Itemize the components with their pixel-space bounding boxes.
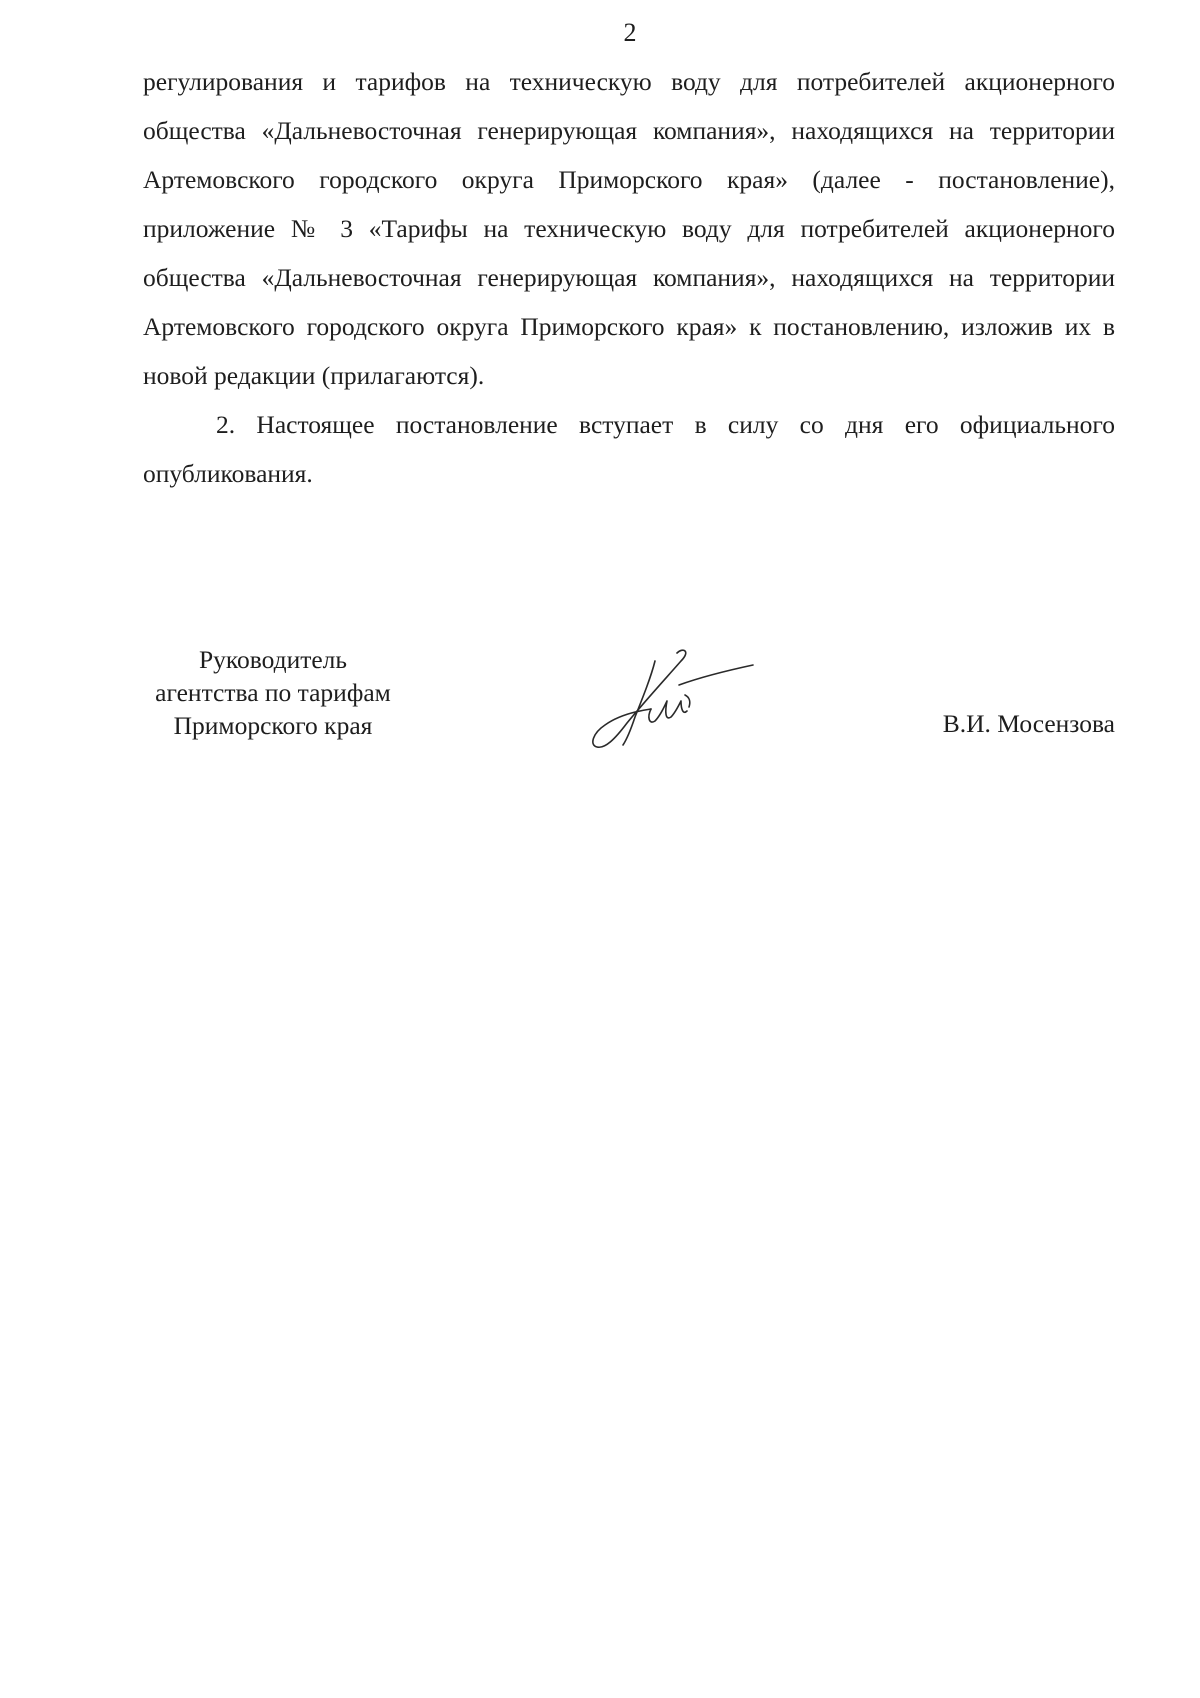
- handwritten-signature: [585, 645, 760, 755]
- signer-name: В.И. Мосензова: [942, 709, 1115, 738]
- paragraph-effective-date: 2. Настоящее постановление вступает в силу со дня его официального опубликования.: [143, 410, 1115, 488]
- document-body: [143, 57, 1115, 498]
- signer-title-line: Руководитель: [198, 645, 348, 674]
- signer-position: [143, 643, 403, 742]
- signer-title-line: агентства по тарифам: [155, 678, 391, 707]
- signer-title-line: Приморского края: [173, 711, 373, 740]
- page-number: 2: [623, 18, 637, 47]
- paragraph-continuation: регулирования и тарифов на техническую воду для потребителей акционерного общества «Дальневосточная генерирующая компания», находящихся на территории Артемовского городского округа Приморского края» (далее - постановление), приложение № 3 «Тарифы на техническую воду для потребителей акционерного общества «Дальневосточная генерирующая компания», находящихся на территории Артемовского городского округа Приморского края» к постановлению, изложив их в новой редакции (прилагаются).: [143, 67, 1115, 390]
